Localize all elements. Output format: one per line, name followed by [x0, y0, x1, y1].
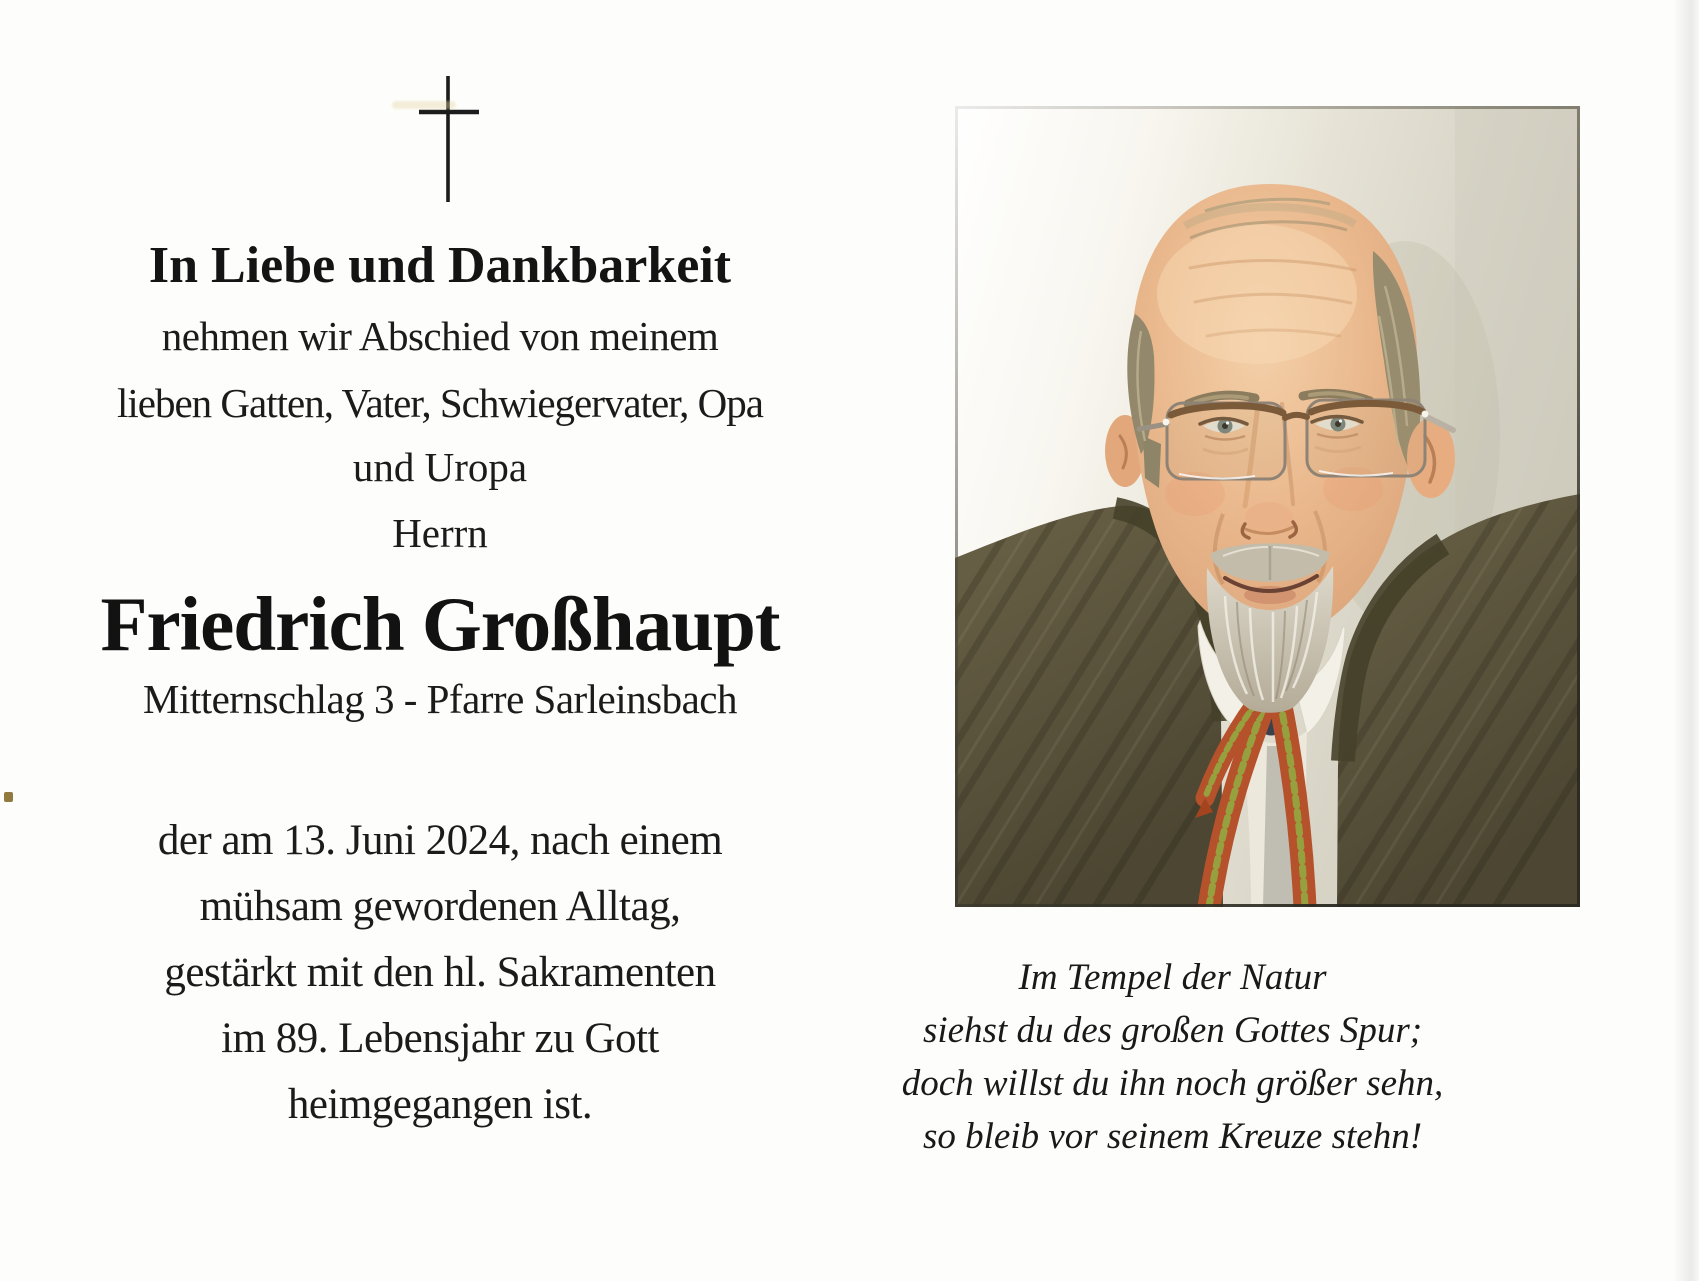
scan-smudge — [392, 101, 456, 109]
obituary-line-4: im 89. Lebensjahr zu Gott — [221, 1015, 659, 1062]
intro-line-3: und Uropa — [352, 444, 528, 490]
cross-icon — [414, 74, 484, 204]
intro-line-4: Herrn — [392, 510, 488, 556]
address-line: Mitternschlag 3 - Pfarre Sarleinsbach — [142, 676, 738, 722]
scan-speck — [4, 792, 13, 802]
obituary-line-1: der am 13. Juni 2024, nach einem — [157, 817, 723, 864]
poem-line-3: doch willst du ihn noch größer sehn, — [901, 1063, 1444, 1104]
obituary-line-2: mühsam gewordenen Alltag, — [199, 883, 681, 930]
obituary-line-3: gestärkt mit den hl. Sakramenten — [164, 949, 716, 996]
obituary-text — [30, 808, 850, 1138]
intro-line-2: lieben Gatten, Vater, Schwiegervater, Opa — [117, 380, 763, 426]
portrait-photo — [955, 106, 1580, 907]
deceased-name: Friedrich Großhaupt — [100, 581, 780, 667]
poem-line-2: siehst du des großen Gottes Spur; — [922, 1010, 1423, 1051]
scan-edge-shadow — [1673, 0, 1699, 1281]
poem-text — [860, 951, 1485, 1163]
poem-line-1: Im Tempel der Natur — [1018, 957, 1327, 998]
obituary-line-5: heimgegangen ist. — [287, 1081, 593, 1128]
intro-line-1: nehmen wir Abschied von meinem — [161, 313, 719, 359]
portrait-photo-art — [955, 106, 1580, 907]
intro-heading: In Liebe und Dankbarkeit — [148, 237, 732, 294]
poem-line-4: so bleib vor seinem Kreuze stehn! — [922, 1116, 1423, 1157]
